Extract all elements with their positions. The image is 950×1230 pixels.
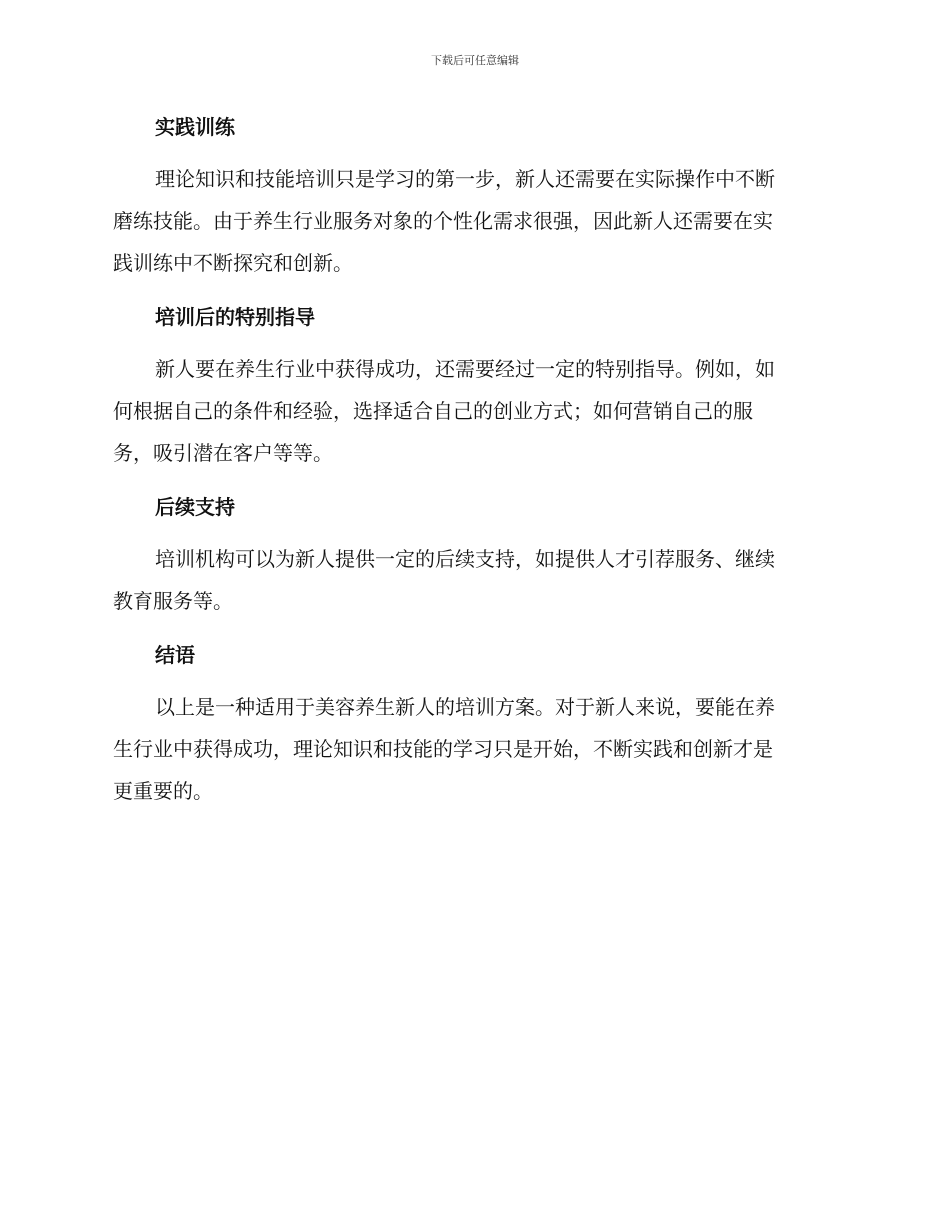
paragraph-line: 磨练技能。由于养生行业服务对象的个性化需求很强，因此新人还需要在实 bbox=[113, 209, 773, 233]
section-heading: 后续支持 bbox=[155, 495, 235, 519]
section-paragraph bbox=[113, 686, 830, 812]
paragraph-line: 以上是一种适用于美容养生新人的培训方案。对于新人来说，要能在养 bbox=[155, 695, 775, 719]
paragraph-line: 新人要在养生行业中获得成功，还需要经过一定的特别指导。例如，如 bbox=[155, 357, 775, 381]
paragraph-line: 培训机构可以为新人提供一定的后续支持，如提供人才引荐服务、继续 bbox=[155, 547, 775, 571]
section-follow-up-support bbox=[113, 488, 830, 622]
section-heading: 实践训练 bbox=[155, 115, 235, 139]
section-paragraph bbox=[113, 158, 830, 284]
section-heading: 结语 bbox=[155, 643, 195, 667]
page-header: 下载后可任意编辑 bbox=[431, 54, 519, 67]
paragraph-line: 教育服务等。 bbox=[113, 589, 233, 613]
section-paragraph bbox=[113, 538, 830, 622]
section-practice-training bbox=[113, 108, 830, 284]
section-heading: 培训后的特别指导 bbox=[155, 305, 315, 329]
paragraph-line: 务，吸引潜在客户等等。 bbox=[113, 441, 333, 465]
section-paragraph bbox=[113, 348, 830, 474]
paragraph-line: 理论知识和技能培训只是学习的第一步，新人还需要在实际操作中不断 bbox=[155, 167, 775, 191]
section-conclusion bbox=[113, 636, 830, 812]
document-body bbox=[113, 108, 830, 826]
paragraph-line: 更重要的。 bbox=[113, 779, 213, 803]
paragraph-line: 何根据自己的条件和经验，选择适合自己的创业方式；如何营销自己的服 bbox=[113, 399, 753, 423]
paragraph-line: 生行业中获得成功，理论知识和技能的学习只是开始，不断实践和创新才是 bbox=[113, 737, 773, 761]
section-special-guidance bbox=[113, 298, 830, 474]
paragraph-line: 践训练中不断探究和创新。 bbox=[113, 251, 353, 275]
